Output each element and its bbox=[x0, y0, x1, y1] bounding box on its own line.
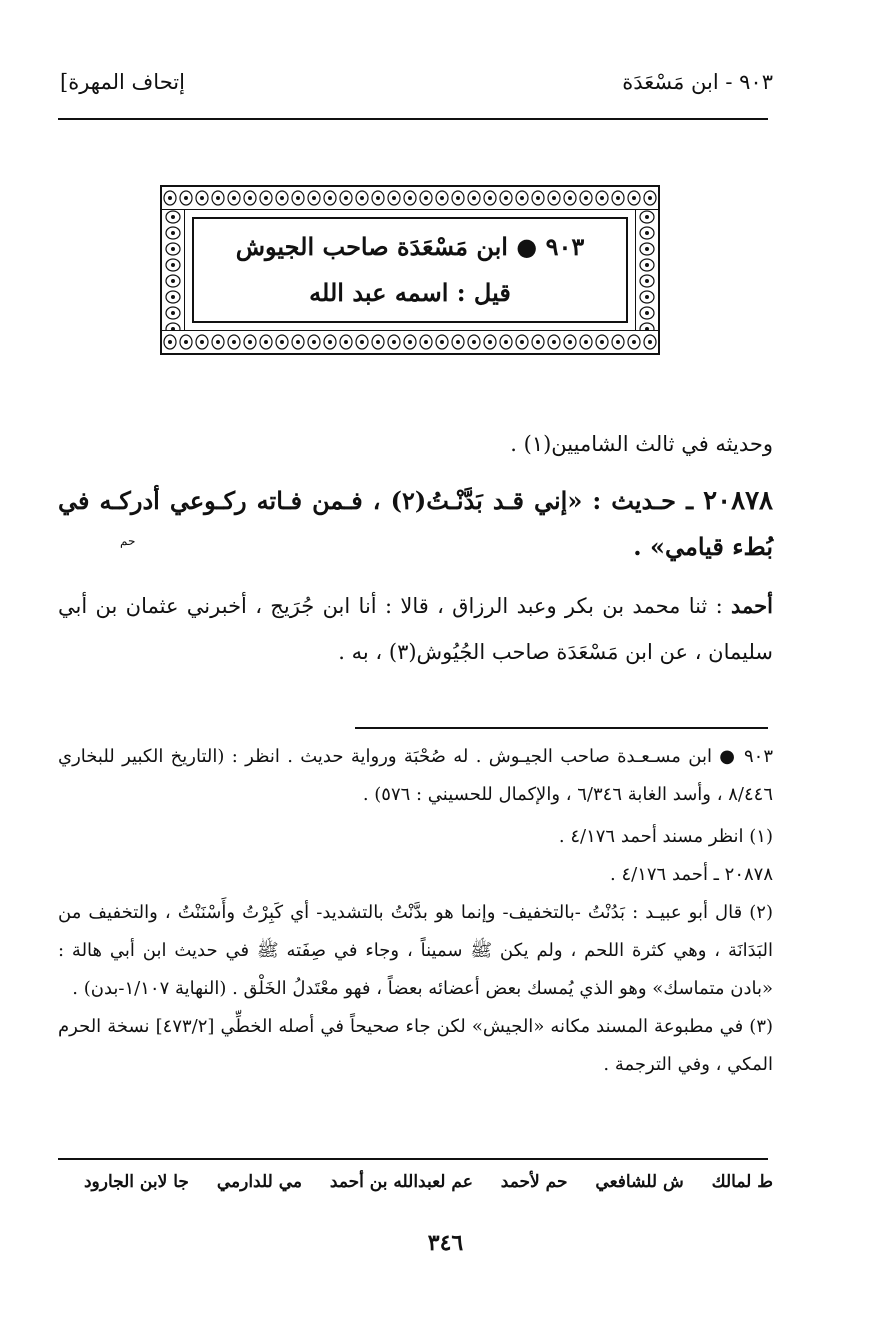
abbreviations-legend bbox=[58, 1172, 773, 1192]
hadith-paragraph bbox=[58, 478, 773, 570]
header-divider bbox=[58, 118, 768, 120]
abbreviations-divider bbox=[58, 1158, 768, 1160]
entry-title: ٩٠٣ ● ابن مَسْعَدَة صاحب الجيوش bbox=[235, 232, 585, 261]
ornament-pattern-left bbox=[162, 209, 184, 331]
abbrev-item: عم لعبدالله بن أحمد bbox=[329, 1172, 473, 1192]
abbrev-item: مي للدارمي bbox=[216, 1172, 302, 1192]
ornament-band-right bbox=[635, 209, 658, 331]
footnote-hadith: ٢٠٨٧٨ ـ أحمد ٤/١٧٦ . bbox=[610, 864, 773, 885]
hadith-number: ٢٠٨٧٨ bbox=[703, 486, 773, 516]
ornament-band-left bbox=[162, 209, 185, 331]
running-header-book-title: [إتحاف المهرة bbox=[60, 70, 185, 94]
ornament-band-bottom bbox=[162, 330, 658, 353]
abbrev-item: حم لأحمد bbox=[500, 1172, 568, 1192]
page-number: ٣٤٦ bbox=[427, 1230, 464, 1256]
isnad-source: أحمد bbox=[731, 593, 773, 618]
source-symbol: حم bbox=[120, 534, 136, 548]
footnote-entry: ٩٠٣ ● ابن مسـعـدة صاحب الجيـوش . له صُحْبَة ورواية حديث . انظر : (التاريخ الكبير للبخاري ٨/٤٤٦ ، وأسد الغابة ٦/٣٤٦ ، والإكمال للحسيني : ٥٧٦) . bbox=[58, 746, 773, 805]
ornament-pattern-right bbox=[636, 209, 658, 331]
abbrev-item: ط لمالك bbox=[711, 1172, 773, 1192]
footnote-3: (٣) في مطبوعة المسند مكانه «الجيش» لكن جاء صحيحاً في أصله الخطِّي [٤٧٣/٢] نسخة الحرم المكي ، وفي الترجمة . bbox=[58, 1016, 774, 1075]
ornament-pattern-top bbox=[162, 187, 658, 209]
isnad-paragraph bbox=[58, 583, 773, 675]
ornamental-title-frame bbox=[160, 185, 660, 355]
footnote-divider bbox=[355, 727, 768, 729]
ornament-band-top bbox=[162, 187, 658, 210]
footnotes bbox=[58, 738, 773, 1084]
ornament-pattern-bottom bbox=[162, 331, 658, 353]
hadith-text: ـ حـديث : «إني قـد بَدَّنْـتُ(٢) ، فـمن فـاته ركـوعي أدركـه في بُطء قيامي» . bbox=[58, 486, 773, 561]
footnote-2: (٢) قال أبو عبيـد : بَدُنْتُ -بالتخفيف- وإنما هو بدَّنْتُ بالتشديد- أي كَبِرْتُ وأَسْنَنْتُ ، والتخفيف من البَدَانَة ، وهي كثرة اللحم ، ولم يكن ﷺ سميناً ، وجاء في صِفَته ﷺ في حديث ابن أبي هالة : «بادن متماسك» وهو الذي يُمسك بعض أعضائه بعضاً ، فهو معْتَدلُ الخَلْق . (النهاية ١/١٠٧-بدن) . bbox=[58, 902, 773, 999]
entry-subtitle: قيل : اسمه عبد الله bbox=[309, 278, 511, 307]
intro-paragraph: وحديثه في ثالث الشاميين(١) . bbox=[510, 432, 773, 456]
running-header-chapter: ٩٠٣ - ابن مَسْعَدَة bbox=[622, 70, 773, 94]
footnote-1: (١) انظر مسند أحمد ٤/١٧٦ . bbox=[558, 826, 773, 847]
abbrev-item: ش للشافعي bbox=[595, 1172, 684, 1192]
title-box bbox=[192, 217, 628, 323]
isnad-text: : ثنا محمد بن بكر وعبد الرزاق ، قالا : أنا ابن جُرَيج ، أخبرني عثمان بن أبي سليمان ، عن ابن مَسْعَدَة صاحب الجُيُوش(٣) ، به . bbox=[58, 594, 773, 664]
abbrev-item: جا لابن الجارود bbox=[83, 1172, 189, 1192]
